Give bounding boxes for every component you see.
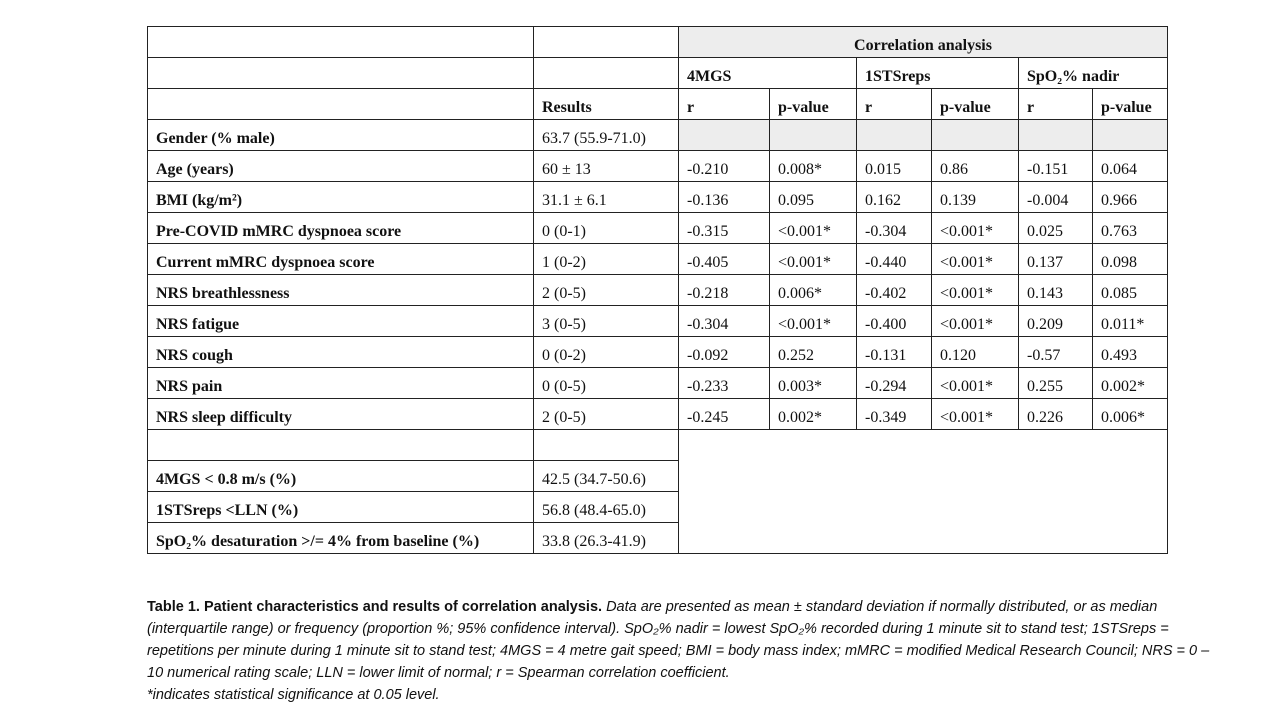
p-value-cell: 0.003* (770, 368, 857, 399)
p-value-cell: <0.001* (932, 213, 1019, 244)
row-label: Current mMRC dyspnoea score (148, 244, 534, 275)
r-value-cell: 0.209 (1019, 306, 1093, 337)
r-value-cell: -0.233 (679, 368, 770, 399)
r-value-cell (679, 120, 770, 151)
p-value-column-header: p-value (932, 89, 1019, 120)
header-empty-cell (534, 27, 679, 58)
row-label: Gender (% male) (148, 120, 534, 151)
row-result: 63.7 (55.9-71.0) (534, 120, 679, 151)
p-value-cell: 0.006* (1093, 399, 1168, 430)
table-row (148, 337, 1168, 368)
data-rows (148, 120, 1168, 430)
r-value-cell: -0.402 (857, 275, 932, 306)
r-value-cell: -0.004 (1019, 182, 1093, 213)
row-label: NRS breathlessness (148, 275, 534, 306)
row-result: 0 (0-1) (534, 213, 679, 244)
r-value-cell: 0.137 (1019, 244, 1093, 275)
caption-title: Table 1. Patient characteristics and results of correlation analysis. (147, 599, 603, 615)
r-value-cell: -0.315 (679, 213, 770, 244)
r-value-cell: 0.255 (1019, 368, 1093, 399)
p-value-cell: 0.139 (932, 182, 1019, 213)
table-caption (147, 596, 1217, 706)
p-value-cell: 0.095 (770, 182, 857, 213)
p-value-cell: 0.002* (1093, 368, 1168, 399)
r-value-cell: -0.304 (679, 306, 770, 337)
table-row (148, 275, 1168, 306)
p-value-cell: <0.001* (770, 306, 857, 337)
blank-region (679, 430, 1168, 554)
row-result: 3 (0-5) (534, 306, 679, 337)
table-row (148, 244, 1168, 275)
p-value-cell: <0.001* (932, 306, 1019, 337)
row-label: Pre-COVID mMRC dyspnoea score (148, 213, 534, 244)
r-value-cell: -0.092 (679, 337, 770, 368)
r-value-cell: -0.245 (679, 399, 770, 430)
caption-text: Data are presented as mean ± standard deviation if normally distributed, or as median (interquartile range) or frequency (proportion %; 95% confidence interval). SpO₂% nadir = lowest SpO₂% recorded during 1 minute sit to stand test; 1STSreps = repetitions per minute during 1 minute sit to stand test; 4MGS = 4 metre gait speed; BMI = body mass index; mMRC = modified Medical Research Council; NRS = 0 – 10 numerical rating scale; LLN = lower limit of normal; r = Spearman correlation coefficient. (147, 599, 1210, 681)
header-empty-cell (148, 58, 534, 89)
r-value-cell: -0.294 (857, 368, 932, 399)
r-column-header: r (679, 89, 770, 120)
p-value-cell: <0.001* (770, 213, 857, 244)
row-label: NRS cough (148, 337, 534, 368)
row-label: SpO₂% desaturation >/= 4% from baseline (%) (148, 523, 534, 554)
results-table (147, 26, 1168, 554)
correlation-analysis-header: Correlation analysis (679, 27, 1168, 58)
table-row (148, 120, 1168, 151)
row-result: 0 (0-5) (534, 368, 679, 399)
row-label: BMI (kg/m²) (148, 182, 534, 213)
header-empty-cell (534, 58, 679, 89)
p-value-cell: 0.008* (770, 151, 857, 182)
measure-header-spo2-nadir: SpO₂% nadir (1019, 58, 1168, 89)
p-value-cell: <0.001* (932, 399, 1019, 430)
row-label: Age (years) (148, 151, 534, 182)
row-result: 1 (0-2) (534, 244, 679, 275)
r-value-cell (857, 120, 932, 151)
r-value-cell: -0.57 (1019, 337, 1093, 368)
spacer-row (148, 430, 1168, 461)
r-column-header: r (1019, 89, 1093, 120)
p-value-cell: <0.001* (932, 275, 1019, 306)
r-value-cell: 0.226 (1019, 399, 1093, 430)
results-column-header: Results (534, 89, 679, 120)
measure-header-4mgs: 4MGS (679, 58, 857, 89)
p-value-cell: 0.064 (1093, 151, 1168, 182)
row-label: NRS fatigue (148, 306, 534, 337)
r-value-cell: -0.210 (679, 151, 770, 182)
p-value-cell: 0.085 (1093, 275, 1168, 306)
row-result: 31.1 ± 6.1 (534, 182, 679, 213)
p-value-cell: 0.120 (932, 337, 1019, 368)
p-value-cell: <0.001* (770, 244, 857, 275)
row-label: 1STSreps <LLN (%) (148, 492, 534, 523)
row-result: 2 (0-5) (534, 399, 679, 430)
row-label: NRS sleep difficulty (148, 399, 534, 430)
spacer-cell (148, 430, 534, 461)
r-value-cell: -0.131 (857, 337, 932, 368)
p-value-cell: 0.098 (1093, 244, 1168, 275)
row-result: 33.8 (26.3-41.9) (534, 523, 679, 554)
header-row-columns (148, 89, 1168, 120)
table-row (148, 213, 1168, 244)
p-value-cell (932, 120, 1019, 151)
row-label: NRS pain (148, 368, 534, 399)
p-value-cell: 0.763 (1093, 213, 1168, 244)
p-value-cell: <0.001* (932, 368, 1019, 399)
p-value-cell (770, 120, 857, 151)
extra-rows (148, 430, 1168, 554)
row-result: 2 (0-5) (534, 275, 679, 306)
r-value-cell: 0.015 (857, 151, 932, 182)
p-value-cell: 0.252 (770, 337, 857, 368)
table-row (148, 306, 1168, 337)
table-row (148, 182, 1168, 213)
r-value-cell: 0.143 (1019, 275, 1093, 306)
row-result: 42.5 (34.7-50.6) (534, 461, 679, 492)
row-result: 0 (0-2) (534, 337, 679, 368)
r-value-cell: -0.349 (857, 399, 932, 430)
r-value-cell: -0.405 (679, 244, 770, 275)
spacer-cell (534, 430, 679, 461)
row-result: 60 ± 13 (534, 151, 679, 182)
measure-header-1stsreps: 1STSreps (857, 58, 1019, 89)
p-value-cell: 0.006* (770, 275, 857, 306)
header-empty-cell (148, 27, 534, 58)
r-value-cell: 0.162 (857, 182, 932, 213)
row-result: 56.8 (48.4-65.0) (534, 492, 679, 523)
r-value-cell: -0.218 (679, 275, 770, 306)
r-value-cell: 0.025 (1019, 213, 1093, 244)
p-value-cell: 0.011* (1093, 306, 1168, 337)
row-label: 4MGS < 0.8 m/s (%) (148, 461, 534, 492)
table-row (148, 151, 1168, 182)
header-row-group (148, 27, 1168, 58)
r-value-cell: -0.400 (857, 306, 932, 337)
table-row (148, 368, 1168, 399)
r-value-cell: -0.440 (857, 244, 932, 275)
p-value-column-header: p-value (1093, 89, 1168, 120)
table-row (148, 399, 1168, 430)
p-value-cell (1093, 120, 1168, 151)
r-value-cell: -0.304 (857, 213, 932, 244)
p-value-cell: 0.002* (770, 399, 857, 430)
r-value-cell (1019, 120, 1093, 151)
p-value-cell: 0.493 (1093, 337, 1168, 368)
r-column-header: r (857, 89, 932, 120)
header-row-measures (148, 58, 1168, 89)
p-value-cell: 0.966 (1093, 182, 1168, 213)
p-value-cell: 0.86 (932, 151, 1019, 182)
p-value-column-header: p-value (770, 89, 857, 120)
p-value-cell: <0.001* (932, 244, 1019, 275)
header-empty-cell (148, 89, 534, 120)
r-value-cell: -0.151 (1019, 151, 1093, 182)
caption-footnote: *indicates statistical significance at 0.05 level. (147, 687, 440, 703)
r-value-cell: -0.136 (679, 182, 770, 213)
